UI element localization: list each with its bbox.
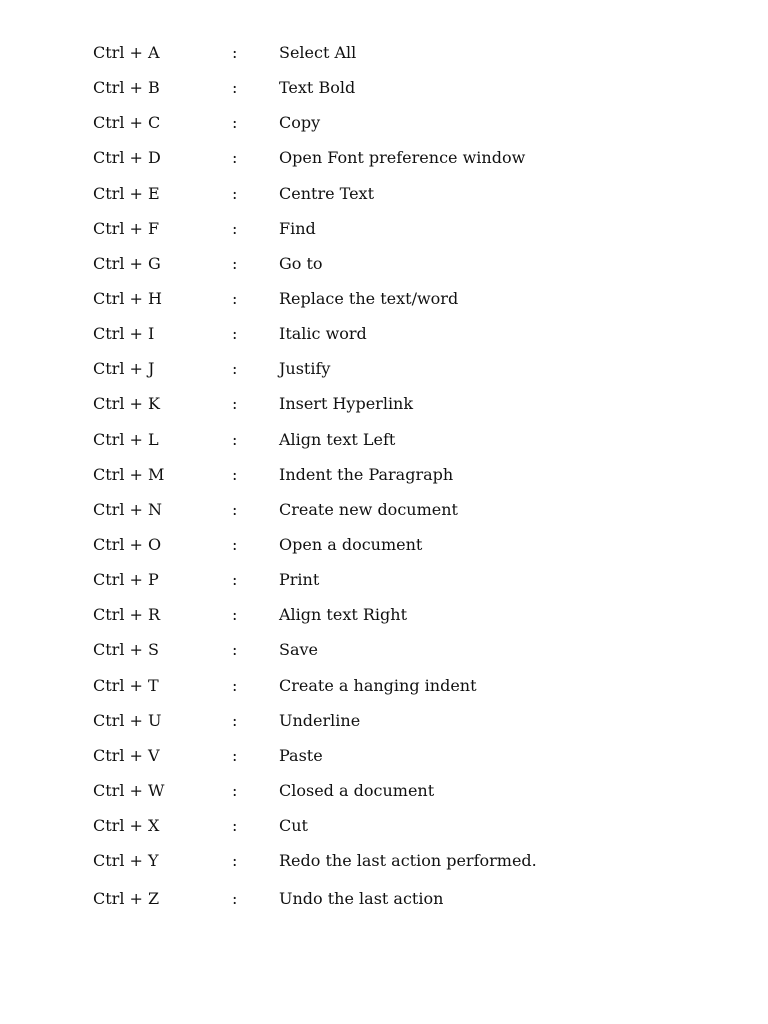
shortcut-description: Align text Right xyxy=(279,605,407,625)
shortcut-row xyxy=(93,674,713,709)
shortcut-separator: : xyxy=(232,394,238,414)
shortcut-description: Replace the text/word xyxy=(279,288,459,308)
shortcut-description: Closed a document xyxy=(279,780,435,800)
shortcut-separator: : xyxy=(232,113,238,133)
shortcut-description: Italic word xyxy=(279,324,367,344)
shortcut-row xyxy=(93,463,713,498)
shortcut-key: Ctrl + Y xyxy=(93,851,159,871)
shortcut-separator: : xyxy=(232,780,238,800)
shortcut-separator: : xyxy=(232,816,238,836)
shortcut-separator: : xyxy=(232,78,238,98)
shortcut-key: Ctrl + O xyxy=(93,534,162,554)
shortcut-key: Ctrl + X xyxy=(93,816,160,836)
shortcut-key: Ctrl + I xyxy=(93,324,155,344)
shortcut-separator: : xyxy=(232,43,238,62)
shortcut-separator: : xyxy=(232,889,238,909)
shortcut-row xyxy=(93,498,713,533)
shortcut-separator: : xyxy=(232,851,238,871)
shortcut-separator: : xyxy=(232,464,238,484)
shortcut-separator: : xyxy=(232,570,238,590)
shortcut-separator: : xyxy=(232,429,238,449)
shortcut-separator: : xyxy=(232,534,238,554)
shortcut-row xyxy=(93,287,713,322)
shortcut-row xyxy=(93,638,713,673)
shortcut-row xyxy=(93,357,713,392)
shortcut-row xyxy=(93,217,713,252)
shortcut-row xyxy=(93,849,713,884)
shortcut-key: Ctrl + B xyxy=(93,78,160,98)
shortcut-row xyxy=(93,41,713,76)
shortcut-description: Print xyxy=(279,570,320,590)
shortcut-list xyxy=(93,41,713,923)
shortcut-key: Ctrl + L xyxy=(93,429,159,449)
shortcut-key: Ctrl + K xyxy=(93,394,160,414)
shortcut-description: Align text Left xyxy=(279,429,396,449)
shortcut-separator: : xyxy=(232,710,238,730)
shortcut-key: Ctrl + C xyxy=(93,113,161,133)
shortcut-row xyxy=(93,887,713,922)
shortcut-separator: : xyxy=(232,183,238,203)
shortcut-description: Save xyxy=(279,640,319,660)
shortcut-description: Paste xyxy=(279,745,323,765)
shortcut-key: Ctrl + M xyxy=(93,464,165,484)
shortcut-description: Find xyxy=(279,218,316,238)
shortcut-description: Open a document xyxy=(279,534,423,554)
shortcut-key: Ctrl + N xyxy=(93,499,163,519)
shortcut-separator: : xyxy=(232,640,238,660)
shortcut-row xyxy=(93,779,713,814)
shortcut-row xyxy=(93,709,713,744)
shortcut-description: Insert Hyperlink xyxy=(279,394,414,414)
shortcut-key: Ctrl + T xyxy=(93,675,159,695)
shortcut-separator: : xyxy=(232,288,238,308)
shortcut-row xyxy=(93,744,713,779)
shortcut-separator: : xyxy=(232,324,238,344)
shortcut-key: Ctrl + Z xyxy=(93,889,160,909)
shortcut-key: Ctrl + V xyxy=(93,745,160,765)
shortcut-description: Copy xyxy=(279,113,321,133)
shortcut-description: Select All xyxy=(279,43,357,62)
shortcut-row xyxy=(93,603,713,638)
shortcut-key: Ctrl + S xyxy=(93,640,159,660)
shortcut-key: Ctrl + P xyxy=(93,570,159,590)
shortcut-row xyxy=(93,428,713,463)
shortcut-description: Justify xyxy=(279,359,331,379)
shortcut-key: Ctrl + F xyxy=(93,218,160,238)
shortcut-key: Ctrl + W xyxy=(93,780,165,800)
shortcut-description: Underline xyxy=(279,710,361,730)
shortcut-row xyxy=(93,76,713,111)
shortcut-description: Create a hanging indent xyxy=(279,675,477,695)
shortcut-description: Undo the last action xyxy=(279,889,444,909)
shortcut-description: Centre Text xyxy=(279,183,374,203)
shortcut-row xyxy=(93,392,713,427)
shortcut-separator: : xyxy=(232,499,238,519)
shortcut-row xyxy=(93,146,713,181)
shortcut-key: Ctrl + R xyxy=(93,605,161,625)
shortcut-description: Indent the Paragraph xyxy=(279,464,454,484)
shortcut-row xyxy=(93,182,713,217)
shortcut-row xyxy=(93,814,713,849)
shortcut-key: Ctrl + G xyxy=(93,253,161,273)
shortcut-row xyxy=(93,568,713,603)
shortcut-key: Ctrl + D xyxy=(93,148,161,168)
shortcut-row xyxy=(93,252,713,287)
shortcut-separator: : xyxy=(232,253,238,273)
shortcut-separator: : xyxy=(232,605,238,625)
shortcut-separator: : xyxy=(232,148,238,168)
shortcut-key: Ctrl + J xyxy=(93,359,155,379)
shortcut-separator: : xyxy=(232,675,238,695)
shortcut-key: Ctrl + H xyxy=(93,288,162,308)
shortcut-row xyxy=(93,111,713,146)
shortcut-key: Ctrl + E xyxy=(93,183,160,203)
shortcut-row xyxy=(93,533,713,568)
shortcut-description: Create new document xyxy=(279,499,458,519)
shortcut-description: Cut xyxy=(279,816,308,836)
shortcut-description: Redo the last action performed. xyxy=(279,851,537,871)
shortcut-description: Go to xyxy=(279,253,323,273)
shortcut-description: Open Font preference window xyxy=(279,148,526,168)
shortcut-key: Ctrl + A xyxy=(93,43,160,62)
shortcut-key: Ctrl + U xyxy=(93,710,162,730)
shortcut-separator: : xyxy=(232,218,238,238)
shortcut-separator: : xyxy=(232,359,238,379)
shortcut-separator: : xyxy=(232,745,238,765)
shortcut-row xyxy=(93,322,713,357)
shortcut-description: Text Bold xyxy=(279,78,356,98)
